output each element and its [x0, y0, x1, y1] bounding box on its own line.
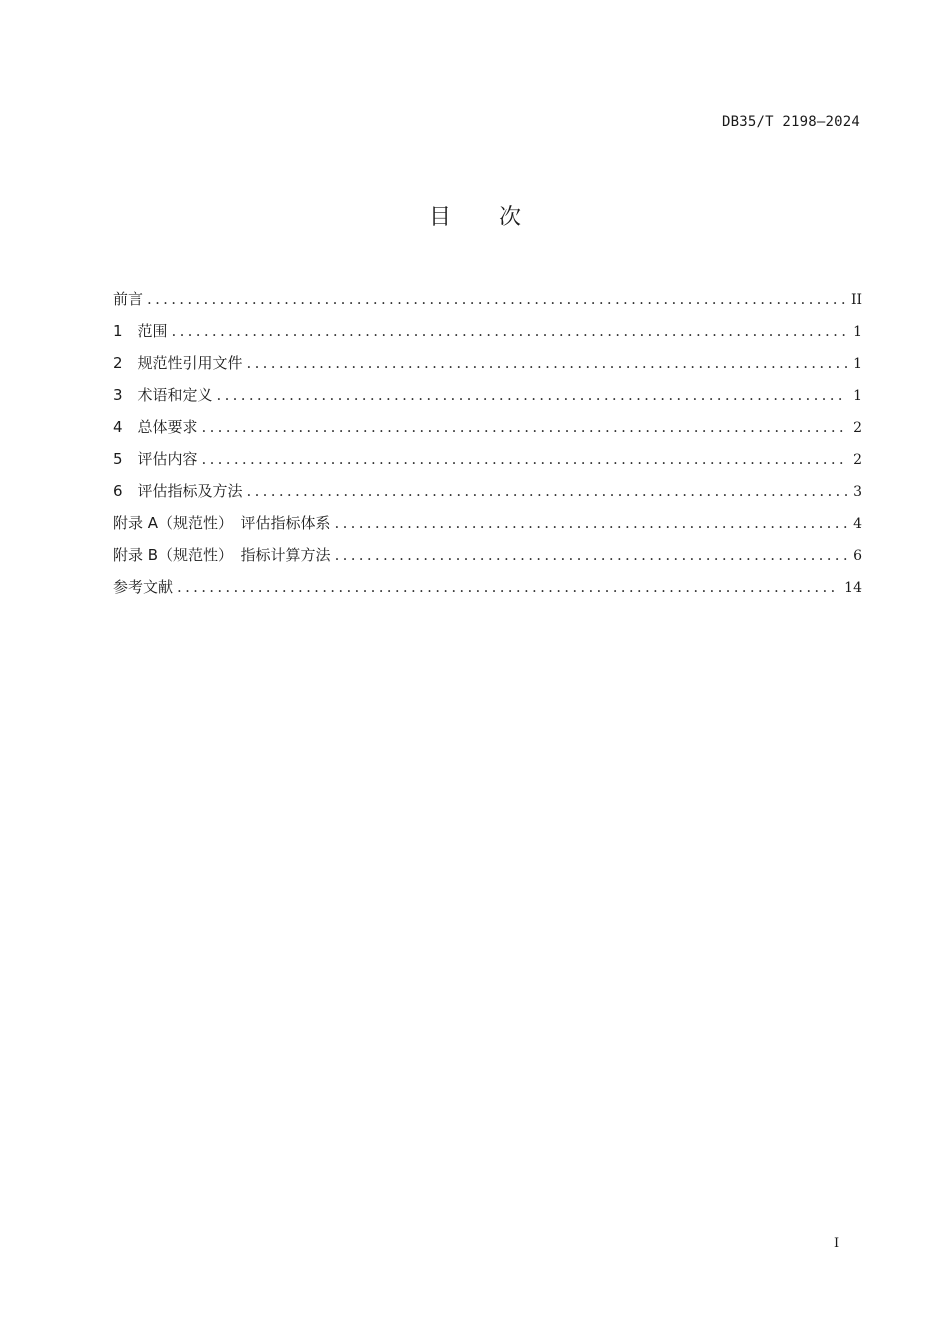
toc-entry-general-requirements[interactable]	[113, 411, 862, 443]
toc-entry-label: 参考文献	[113, 578, 174, 596]
toc-entry-label: 5 评估内容	[113, 450, 198, 468]
document-code: DB35/T 2198—2024	[721, 114, 860, 130]
toc-entry-page: 6	[853, 548, 862, 564]
toc-entry-page: II	[850, 292, 862, 308]
toc-entry-label: 1 范围	[113, 322, 168, 340]
page-number: I	[834, 1236, 840, 1251]
toc-entry-normative-references[interactable]	[113, 347, 862, 379]
dot-leader	[335, 507, 848, 539]
toc-entry-appendix-b[interactable]	[113, 539, 862, 571]
toc-entry-scope[interactable]	[113, 315, 862, 347]
toc-entry-label: 6 评估指标及方法	[113, 482, 243, 500]
toc-entry-page: 3	[853, 484, 862, 500]
toc-list	[113, 283, 862, 603]
toc-entry-foreword[interactable]	[113, 283, 862, 315]
toc-entry-terms-definitions[interactable]	[113, 379, 862, 411]
toc-entry-bibliography[interactable]	[113, 571, 862, 603]
dot-leader	[217, 379, 848, 411]
dot-leader	[172, 315, 848, 347]
toc-entry-label: 3 术语和定义	[113, 386, 213, 404]
toc-entry-assessment-content[interactable]	[113, 443, 862, 475]
toc-entry-page: 2	[853, 420, 862, 436]
dot-leader	[202, 443, 848, 475]
toc-entry-indicators-methods[interactable]	[113, 475, 862, 507]
toc-entry-page: 2	[853, 452, 862, 468]
dot-leader	[335, 539, 848, 571]
toc-entry-label: 附录 A（规范性） 评估指标体系	[113, 514, 331, 532]
toc-entry-appendix-a[interactable]	[113, 507, 862, 539]
toc-entry-page: 14	[844, 580, 862, 596]
toc-entry-page: 1	[853, 324, 862, 340]
toc-entry-page: 1	[853, 388, 862, 404]
toc-entry-page: 4	[853, 516, 862, 532]
dot-leader	[177, 571, 838, 603]
toc-entry-label: 附录 B（规范性） 指标计算方法	[113, 546, 331, 564]
toc-entry-label: 2 规范性引用文件	[113, 354, 243, 372]
toc-entry-label: 前言	[113, 290, 144, 308]
dot-leader	[147, 283, 845, 315]
toc-entry-page: 1	[853, 356, 862, 372]
dot-leader	[202, 411, 848, 443]
dot-leader	[247, 475, 848, 507]
dot-leader	[247, 347, 848, 379]
toc-title: 目次	[428, 205, 569, 230]
toc-entry-label: 4 总体要求	[113, 418, 198, 436]
